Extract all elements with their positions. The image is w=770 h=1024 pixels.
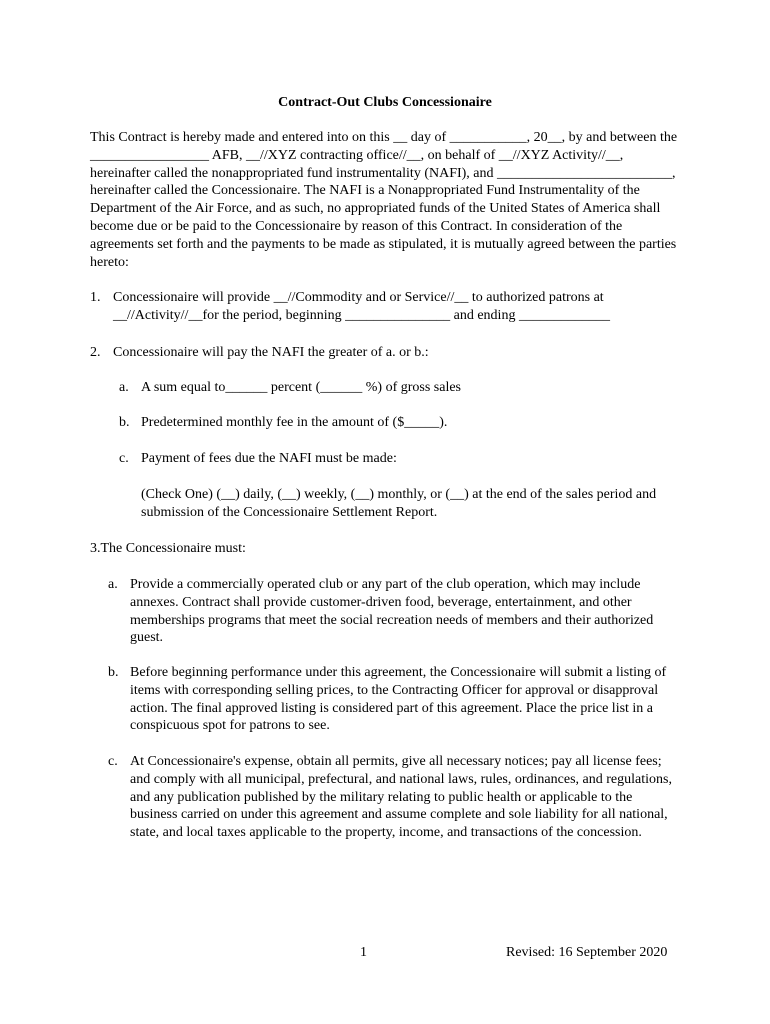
item-2a-label: a. [119, 380, 129, 395]
item-2c-label: c. [119, 451, 129, 466]
revision-date: Revised: 16 September 2020 [506, 945, 668, 960]
item-3b-text: Before beginning performance under this agreement, the Concessionaire will submit a listing of items with corresponding selling prices, to the Contracting Officer for approval or disapproval action. The final approved listing is considered part of this agreement. Place the price list in a conspicuous spot for patrons to see. [130, 665, 667, 734]
item-2c-text: Payment of fees due the NAFI must be made: [141, 451, 397, 466]
item-1-number: 1. [90, 290, 101, 305]
document-title: Contract-Out Clubs Concessionaire [278, 95, 492, 110]
item-3b-label: b. [108, 665, 119, 680]
item-2a-text: A sum equal to______ percent (______ %) of gross sales [141, 380, 461, 395]
item-3-heading: 3.The Concessionaire must: [90, 541, 246, 556]
item-2b-label: b. [119, 415, 130, 430]
item-2-text: Concessionaire will pay the NAFI the greater of a. or b.: [113, 345, 429, 360]
item-3c-text: At Concessionaire's expense, obtain all permits, give all necessary notices; pay all license fees; and comply with all municipal, prefectural, and national laws, rules, ordinances, and regulations, and any publication published by the military relating to public health or applicable to the business carried on under this agreement and assume complete and sole liability for all national, state, and local taxes applicable to the property, income, and transactions of the concession. [130, 754, 672, 841]
page-number: 1 [360, 945, 367, 960]
item-3a-label: a. [108, 577, 118, 592]
intro-paragraph: This Contract is hereby made and entered into on this __ day of ___________, 20__, by and between the _________________ AFB, __//XYZ contracting office//__, on behalf of __//XYZ Activity//__, hereinafter called the nonappropriated fund instrumentality (NAFI), and _________________________, hereinafter called the Concessionaire. The NAFI is a Nonappropriated Fund Instrumentality of the Department of the Air Force, and as such, no appropriated funds of the United States of America shall become due or be paid to the Concessionaire by reason of this Contract. In consideration of the agreements set forth and the payments to be made as stipulated, it is mutually agreed between the parties hereto: [90, 130, 678, 270]
item-2-number: 2. [90, 345, 101, 360]
payment-frequency-checklist: (Check One) (__) daily, (__) weekly, (__) monthly, or (__) at the end of the sales period and submission of the Concessionaire Settlement Report. [141, 487, 657, 520]
item-2b-text: Predetermined monthly fee in the amount of ($_____). [141, 415, 448, 430]
item-3c-label: c. [108, 754, 118, 769]
item-3a-text: Provide a commercially operated club or any part of the club operation, which may include annexes. Contract shall provide customer-driven food, beverage, entertainment, and other memberships programs that meet the social recreation needs of members and their authorized guest. [130, 577, 654, 646]
item-1-text: Concessionaire will provide __//Commodity and or Service//__ to authorized patrons at __//Activity//__for the period, beginning _______________ and ending _____________ [113, 290, 610, 323]
